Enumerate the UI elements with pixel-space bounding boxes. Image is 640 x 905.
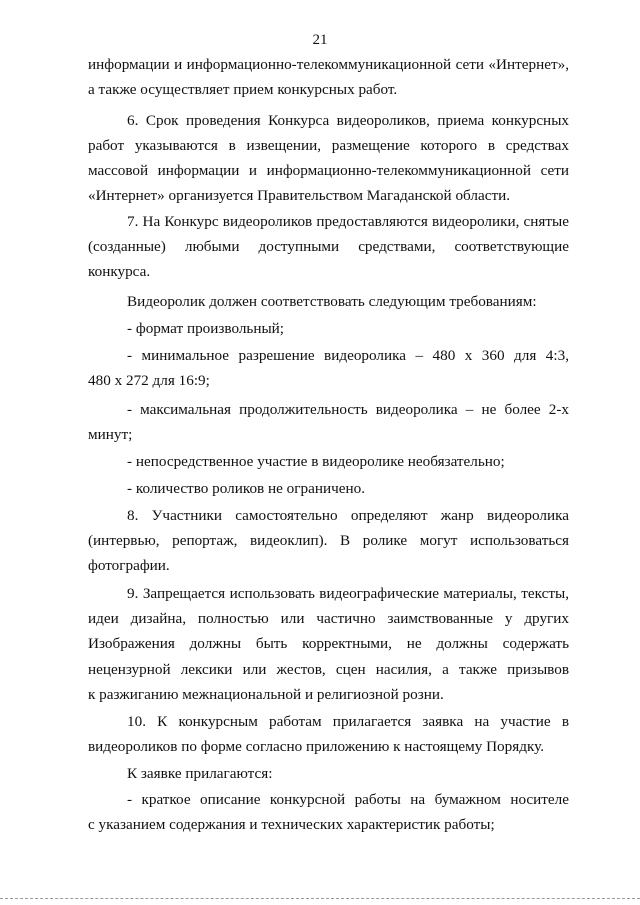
list-item: - краткое описание конкурсной работы на бумажном носителе — [127, 791, 569, 808]
list-item: - формат произвольный; — [127, 320, 285, 337]
text-line: 8. Участники самостоятельно определяют жанр видеоролика — [127, 507, 569, 524]
scan-edge-line — [0, 898, 640, 900]
text-line: 480 x 272 для 16:9; — [88, 372, 210, 389]
text-line: идеи дизайна, полностью или частично заимствованные у других — [88, 610, 569, 627]
list-item: - максимальная продолжительность видеоролика – не более 2-х — [127, 401, 569, 418]
text-line: минут; — [88, 426, 133, 443]
list-item: - непосредственное участие в видеоролике необязательно; — [127, 453, 505, 470]
text-line: К заявке прилагаются: — [127, 765, 273, 782]
text-line: фотографии. — [88, 557, 170, 574]
page-number: 21 — [312, 32, 328, 48]
text-line: 7. На Конкурс видеороликов предоставляются видеоролики, снятые — [127, 213, 569, 230]
text-line: видеороликов по форме согласно приложению к настоящему Порядку. — [88, 738, 544, 755]
text-line: 6. Срок проведения Конкурса видеороликов, приема конкурсных — [127, 112, 569, 129]
text-line: «Интернет» организуется Правительством Магаданской области. — [88, 187, 511, 204]
text-line: к разжиганию межнациональной и религиозной розни. — [88, 686, 444, 703]
text-line: конкурса. — [88, 263, 151, 280]
text-line: Видеоролик должен соответствовать следующим требованиям: — [127, 293, 537, 310]
list-item: - количество роликов не ограничено. — [127, 480, 365, 497]
text-line: а также осуществляет прием конкурсных работ. — [88, 81, 398, 98]
text-line: 9. Запрещается использовать видеографические материалы, тексты, — [127, 585, 569, 602]
text-line: нецензурной лексики или жестов, сцен насилия, а также призывов — [88, 661, 569, 678]
text-line: массовой информации и информационно-телекоммуникационной сети — [88, 162, 569, 179]
text-line: (созданные) любыми доступными средствами, соответствующие — [88, 238, 569, 255]
text-line: с указанием содержания и технических характеристик работы; — [88, 816, 495, 833]
text-line: (интервью, репортаж, видеоклип). В ролике могут использоваться — [88, 532, 569, 549]
text-line: Изображения должны быть корректными, не должны содержать — [88, 635, 569, 652]
text-line: информации и информационно-телекоммуникационной сети «Интернет», — [88, 56, 569, 73]
list-item: - минимальное разрешение видеоролика – 480 x 360 для 4:3, — [127, 347, 569, 364]
text-line: работ указываются в извещении, размещение которого в средствах — [88, 137, 569, 154]
text-line: 10. К конкурсным работам прилагается заявка на участие в — [127, 713, 569, 730]
